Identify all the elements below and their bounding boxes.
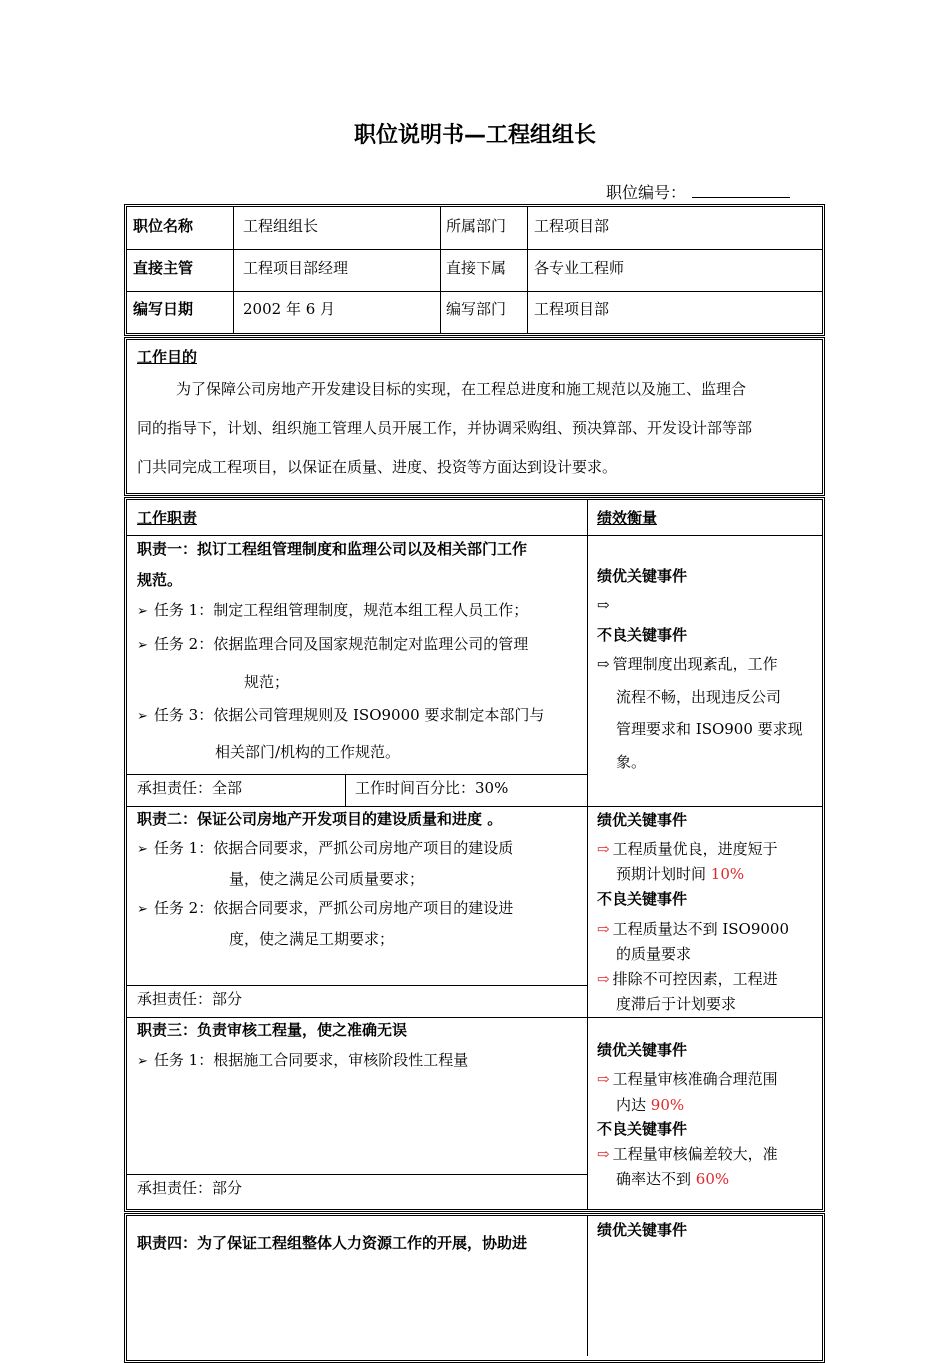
outline-arrow-icon: ⇨ [597, 596, 610, 614]
duty-3-good-pct: 90% [650, 1096, 685, 1114]
duty-2-task-1-cont: 量，使之满足公司质量要求； [229, 870, 425, 888]
duty-2-task-1: ➢ 任务 1：依据合同要求，严抓公司房地产项目的建设质 [137, 839, 514, 857]
bullet-arrow-icon: ➢ [137, 902, 148, 917]
duty-1-task-1: ➢ 任务 1：制定工程组管理制度，规范本组工程人员工作； [137, 601, 529, 619]
duties-header-left: 工作职责 [137, 509, 198, 527]
duty-1-title-b: 规范。 [137, 571, 183, 589]
duty-3-good-1-b: 内达 90% [616, 1096, 685, 1114]
duty-1-bad-1-a: ⇨ 管理制度出现紊乱，工作 [597, 655, 778, 673]
writer-dept-value: 工程项目部 [534, 300, 610, 318]
duty-2-bad-label: 不良关键事件 [597, 890, 688, 908]
duty-1-task-3: ➢ 任务 3：依据公司管理规则及 ISO9000 要求制定本部门与 [137, 706, 545, 724]
duty-3-good-1-a: ⇨ 工程量审核准确合理范围 [597, 1070, 778, 1088]
duty-3-bad-label: 不良关键事件 [597, 1120, 688, 1138]
duty-1-title-a: 职责一：拟订工程组管理制度和监理公司以及相关部门工作 [137, 540, 528, 558]
bullet-arrow-icon: ➢ [137, 709, 148, 724]
duty-2-good-pct: 10% [710, 865, 745, 883]
duty-2-task-2: ➢ 任务 2：依据合同要求，严抓公司房地产项目的建设进 [137, 899, 514, 917]
duty-1-responsibility: 承担责任：全部 [137, 779, 243, 797]
outline-arrow-icon: ⇨ [597, 920, 610, 938]
subordinate-value: 各专业工程师 [534, 259, 625, 277]
duty-2-bad-2-a: ⇨ 排除不可控因素，工程进 [597, 970, 778, 988]
duty-2-good-label: 绩优关键事件 [597, 811, 688, 829]
dept-label: 所属部门 [446, 217, 507, 235]
writer-dept-label: 编写部门 [446, 300, 507, 318]
duty-2-bad-1-a: ⇨ 工程质量达不到 ISO9000 [597, 920, 790, 938]
duty-3-title: 职责三：负责审核工程量，使之准确无误 [137, 1021, 408, 1039]
duty-1-good-empty [597, 594, 610, 616]
duty-1-task-3-cont: 相关部门/机构的工作规范。 [215, 743, 401, 761]
duty-3-bad-1-b: 确率达不到 60% [616, 1170, 730, 1188]
date-label: 编写日期 [133, 300, 194, 318]
outline-arrow-icon: ⇨ [597, 970, 610, 988]
duty-1-time-pct: 工作时间百分比：30% [355, 779, 509, 797]
name-label: 职位名称 [133, 217, 194, 235]
bullet-arrow-icon: ➢ [137, 604, 148, 619]
duty-2-good-1-b: 预期计划时间 10% [616, 865, 745, 883]
purpose-line-1: 为了保障公司房地产开发建设目标的实现，在工程总进度和施工规范以及施工、监理合 [176, 380, 747, 398]
duty-1-bad-label: 不良关键事件 [597, 626, 688, 644]
duty-4-good-label: 绩优关键事件 [597, 1221, 688, 1239]
duty-4-title: 职责四：为了保证工程组整体人力资源工作的开展，协助进 [137, 1234, 528, 1252]
position-number-label: 职位编号： [606, 183, 687, 202]
bullet-arrow-icon: ➢ [137, 638, 148, 653]
bullet-arrow-icon: ➢ [137, 842, 148, 857]
duty-3-task-1: ➢ 任务 1：根据施工合同要求，审核阶段性工程量 [137, 1051, 469, 1069]
duty-3-bad-pct: 60% [695, 1170, 730, 1188]
duties-header-right: 绩效衡量 [597, 509, 658, 527]
page-title: 职位说明书—工程组组长 [353, 123, 596, 148]
outline-arrow-icon: ⇨ [597, 655, 610, 673]
position-number-blank [692, 183, 790, 198]
duty-1-good-label: 绩优关键事件 [597, 567, 688, 585]
purpose-heading: 工作目的 [137, 348, 198, 366]
duty-2-bad-2-b: 度滞后于计划要求 [616, 995, 737, 1013]
outline-arrow-icon: ⇨ [597, 1070, 610, 1088]
subordinate-label: 直接下属 [446, 259, 507, 277]
duty-1-bad-1-b: 流程不畅，出现违反公司 [616, 688, 782, 706]
duty-2-bad-1-b: 的质量要求 [616, 945, 692, 963]
bullet-arrow-icon: ➢ [137, 1054, 148, 1069]
date-value: 2002 年 6 月 [243, 300, 336, 318]
purpose-line-2: 同的指导下，计划、组织施工管理人员开展工作，并协调采购组、预决算部、开发设计部等部 [137, 419, 753, 437]
duty-3-bad-1-a: ⇨ 工程量审核偏差较大，准 [597, 1145, 778, 1163]
duty-3-good-label: 绩优关键事件 [597, 1041, 688, 1059]
dept-value: 工程项目部 [534, 217, 610, 235]
duty-1-bad-1-c: 管理要求和 ISO900 要求现 [616, 720, 803, 738]
outline-arrow-icon: ⇨ [597, 1145, 610, 1163]
duty-2-responsibility: 承担责任：部分 [137, 990, 243, 1008]
name-value: 工程组组长 [243, 217, 319, 235]
duty-2-task-2-cont: 度，使之满足工期要求； [229, 930, 395, 948]
duty-2-good-1-a: ⇨ 工程质量优良，进度短于 [597, 840, 778, 858]
purpose-line-3: 门共同完成工程项目，以保证在质量、进度、投资等方面达到设计要求。 [137, 458, 618, 476]
position-number [606, 180, 790, 203]
duty-1-task-2-cont: 规范； [244, 673, 290, 691]
duty-1-bad-1-d: 象。 [616, 753, 647, 771]
outline-arrow-icon: ⇨ [597, 840, 610, 858]
duty-2-title: 职责二：保证公司房地产开发项目的建设质量和进度 。 [137, 810, 503, 828]
supervisor-label: 直接主管 [133, 259, 194, 277]
supervisor-value: 工程项目部经理 [243, 259, 349, 277]
duty-1-task-2: ➢ 任务 2：依据监理合同及国家规范制定对监理公司的管理 [137, 635, 529, 653]
duty-3-responsibility: 承担责任：部分 [137, 1179, 243, 1197]
